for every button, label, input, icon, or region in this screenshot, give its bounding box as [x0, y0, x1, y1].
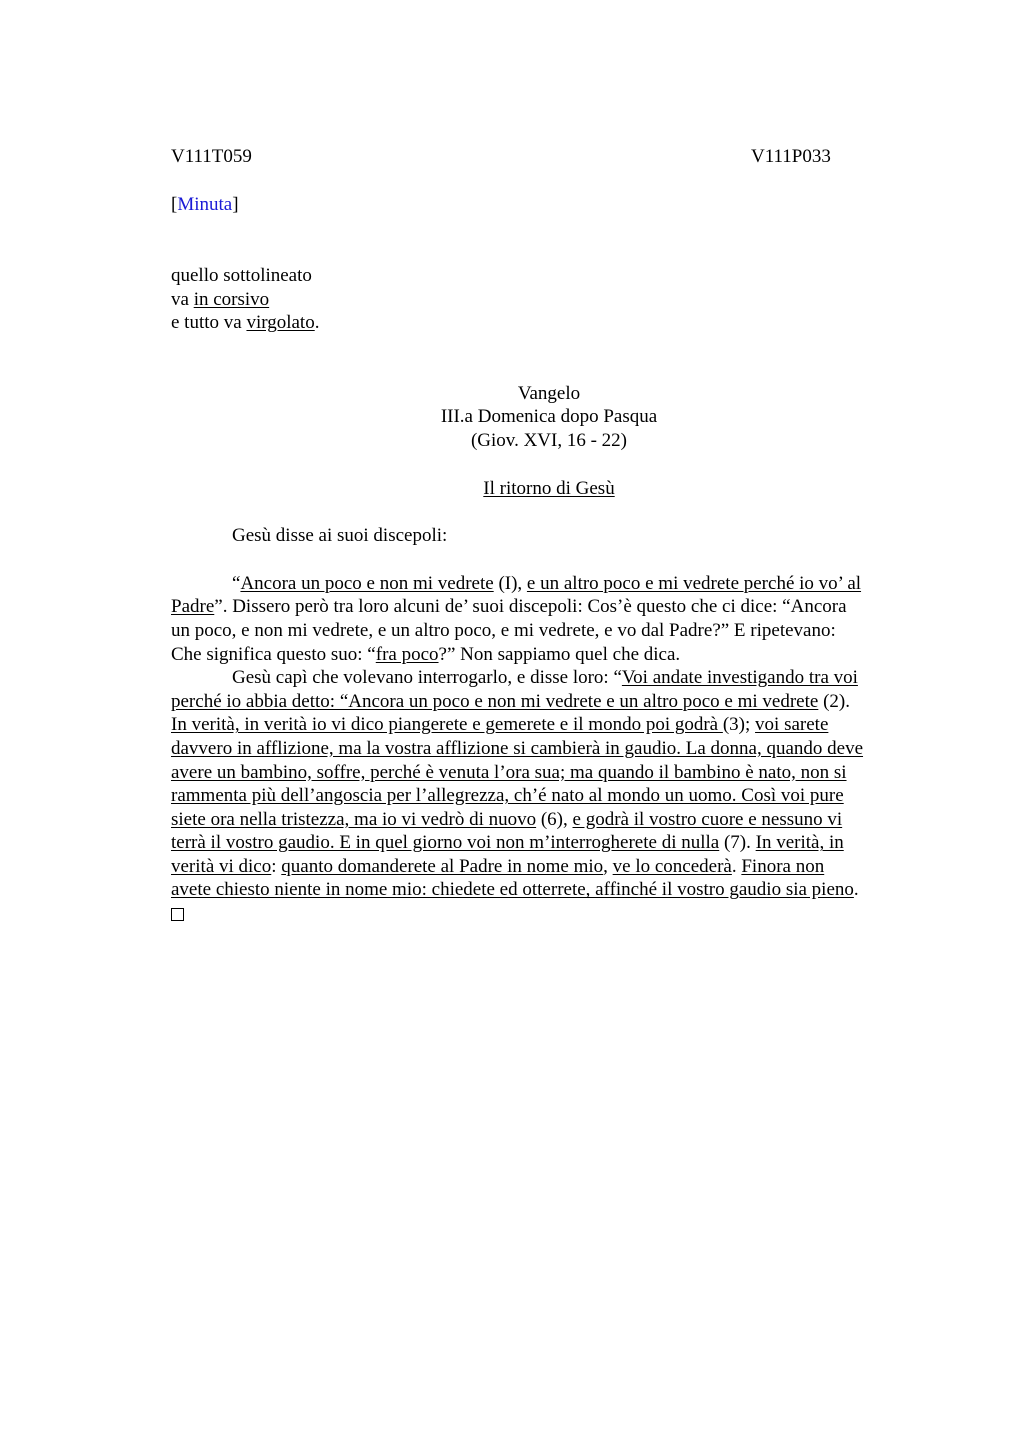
text-line: rammenta più dell’angoscia per l’allegrezza, ch’é nato al mondo un uomo. Così voi pure — [171, 785, 844, 807]
gospel-text — [171, 572, 931, 928]
editorial-note — [171, 264, 931, 335]
document-code-right: V111P033 — [751, 146, 831, 167]
text-line: un poco, e non mi vedrete, e un altro poco, e mi vedrete, e vo dal Padre?” E ripetevano: — [171, 619, 836, 641]
gospel-heading — [171, 382, 927, 500]
text-line: avete chiesto niente in nome mio: chiedete ed otterrete, affinché il vostro gaudio sia pieno. — [171, 879, 859, 901]
text-line: terrà il vostro gaudio. E in quel giorno voi non m’interrogherete di nulla (7). In verità, in — [171, 832, 844, 854]
minuta-close-bracket: ] — [232, 194, 239, 215]
document-page — [171, 145, 931, 928]
page-title: Il ritorno di Gesù — [483, 477, 615, 499]
text-line: Padre”. Dissero però tra loro alcuni de’ suoi discepoli: Cos’è questo che ci dice: “Ancora — [171, 596, 847, 618]
text-line: Che significa questo suo: “fra poco?” Non sappiamo quel che dica. — [171, 643, 681, 665]
note-underlined-quoted: virgolato — [246, 312, 315, 334]
document-code-left: V111T059 — [171, 146, 252, 167]
minuta-link[interactable]: Minuta — [177, 194, 233, 215]
text-line: Gesù capì che volevano interrogarlo, e disse loro: “Voi andate investigando tra voi — [232, 667, 858, 689]
heading-domenica: III.a Domenica dopo Pasqua — [440, 406, 658, 428]
heading-reference: (Giov. XVI, 16 - 22) — [470, 429, 628, 451]
text-line: avere un bambino, soffre, perché è venuta l’ora sua; ma quando il bambino è nato, non si — [171, 761, 847, 783]
note-line-3: e tutto va virgolato. — [171, 312, 320, 334]
intro-paragraph: Gesù disse ai suoi discepoli: — [232, 525, 448, 547]
text-line: perché io abbia detto: “Ancora un poco e non mi vedrete e un altro poco e mi vedrete (2). — [171, 690, 850, 712]
minuta-open-bracket: [ — [171, 194, 178, 215]
document-codes — [171, 145, 931, 169]
end-marker — [171, 902, 931, 928]
note-line-1: quello sottolineato — [171, 265, 312, 286]
text-line: davvero in afflizione, ma la vostra afflizione si cambierà in gaudio. La donna, quando deve — [171, 737, 864, 759]
minuta-label — [171, 193, 931, 217]
note-line-2: va in corsivo — [171, 288, 270, 310]
text-line: verità vi dico: quanto domanderete al Padre in nome mio, ve lo concederà. Finora non — [171, 855, 825, 877]
text-line: siete ora nella tristezza, ma io vi vedrò di nuovo (6), e godrà il vostro cuore e nessuno vi — [171, 808, 843, 830]
text-line: “Ancora un poco e non mi vedrete (I), e un altro poco e mi vedrete perché io vo’ al — [232, 572, 862, 594]
note-underlined-italic: in corsivo — [193, 288, 270, 310]
square-icon — [171, 908, 184, 921]
heading-vangelo: Vangelo — [517, 382, 581, 404]
text-line: In verità, in verità io vi dico piangerete e gemerete e il mondo poi godrà (3); voi sarete — [171, 714, 829, 736]
